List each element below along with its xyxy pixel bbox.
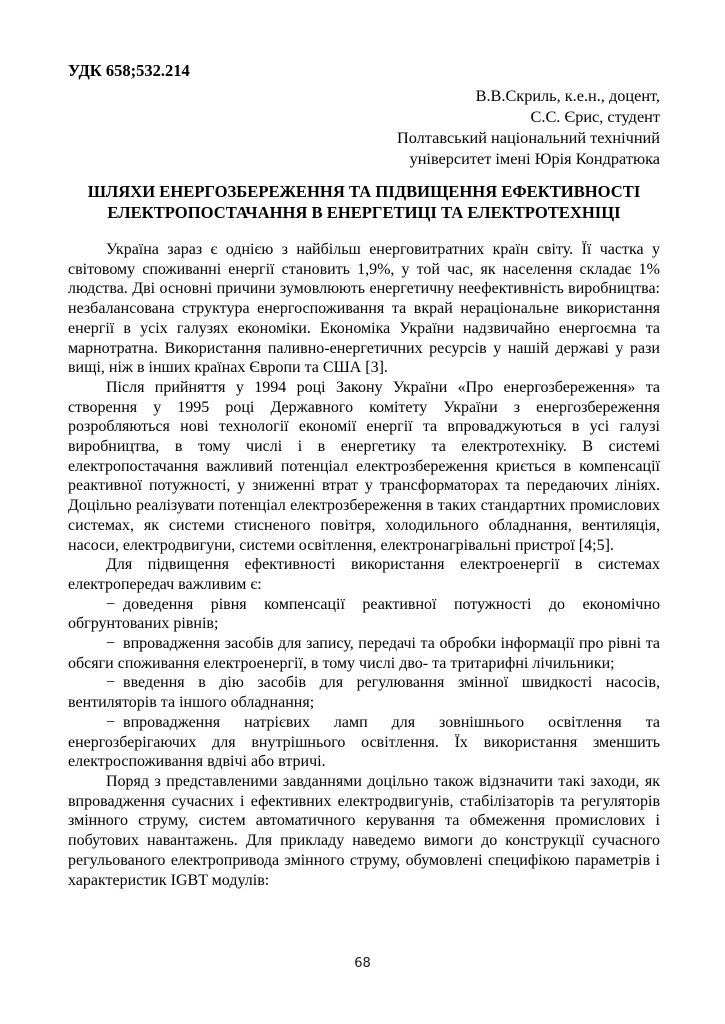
affiliation-line-2: університет імені Юрія Кондратюка	[409, 149, 660, 168]
affiliation-line-1: Полтавський національний технічний	[397, 128, 660, 147]
author-line-2: С.С. Єрис, студент	[530, 107, 660, 126]
article-title-line-2: ЕЛЕКТРОПОСТАЧАННЯ В ЕНЕРГЕТИЦІ ТА ЕЛЕКТРОТЕХНІЦІ	[107, 203, 621, 222]
list-item-speed-regulation: − введення в дію засобів для регулювання змінної швидкості насосів, вентиляторів та іншого обладнання;	[68, 674, 660, 712]
paragraph-intro: Україна зараз є однією з найбільш енерговитратних країн світу. Її частка у світовому споживанні енергії становить 1,9%, у той час, як населення складає 1% людства. Дві основні причини зумовлюють енергетичну неефективність виробництва: незбалансована структура енергоспоживання та вкрай нераціональне використання енергії в усіх галузях економіки. Економіка України надзвичайно енергоємна та марнотратна. Використання паливно-енергетичних ресурсів у нашій державі у рази вищі, ніж в інших країнах Європи та США [3].	[68, 241, 660, 377]
paragraph-list-lead: Для підвищення ефективності використання електроенергії в системах електропередач важливим є:	[68, 556, 660, 593]
article-title-line-1: ШЛЯХИ ЕНЕРГОЗБЕРЕЖЕННЯ ТА ПІДВИЩЕННЯ ЕФЕКТИВНОСТІ	[87, 182, 641, 201]
udc-code: УДК 658;532.214	[68, 61, 190, 80]
article-body	[68, 240, 660, 890]
list-item-lamps: − впровадження натрієвих ламп для зовнішнього освітлення та енергозберігаючих для внутрішнього освітлення. Їх використання зменшить електроспоживання вдвічі або втричі.	[68, 713, 660, 771]
list-item-reactive-power: − доведення рівня компенсації реактивної потужності до економічно обгрунтованих рівнів;	[68, 595, 660, 633]
list-item-metering: − впровадження засобів для запису, передачі та обробки інформації про рівні та обсяги споживання електроенергії, в тому числі дво- та тритарифні лічильники;	[68, 635, 660, 672]
article-title	[68, 181, 660, 223]
paragraph-closing: Поряд з представленими завданнями доцільно також відзначити такі заходи, як впровадження сучасних і ефективних електродвигунів, стабілізаторів та регуляторів змінного струму, систем автоматичного керування та обмеження промислових і побутових навантажень. Для прикладу наведемо вимоги до конструкції сучасного регульованого електропривода змінного струму, обумовлені специфікою параметрів і характеристик IGBT модулів:	[68, 772, 660, 889]
author-block	[68, 85, 660, 169]
author-line-1: В.В.Скриль, к.е.н., доцент,	[475, 86, 660, 105]
page-number: 68	[354, 956, 371, 971]
paragraph-law: Після прийняття у 1994 році Закону України «Про енергозбереження» та створення у 1995 році Державного комітету України з енергозбереження розробляються нові технології економії енергії та впроваджуються в усі галузі виробництва, в тому числі і в енергетику та електротехніку. В системі електропостачання важливий потенціал електрозбереження криється в компенсації реактивної потужності, у зниженні втрат у трансформаторах та передаючих лініях. Доцільно реалізувати потенціал електрозбереження в таких стандартних промислових системах, як системи стисненого повітря, холодильного обладнання, вентиляція, насоси, електродвигуни, системи освітлення, електронагрівальні пристрої [4;5].	[68, 378, 660, 554]
